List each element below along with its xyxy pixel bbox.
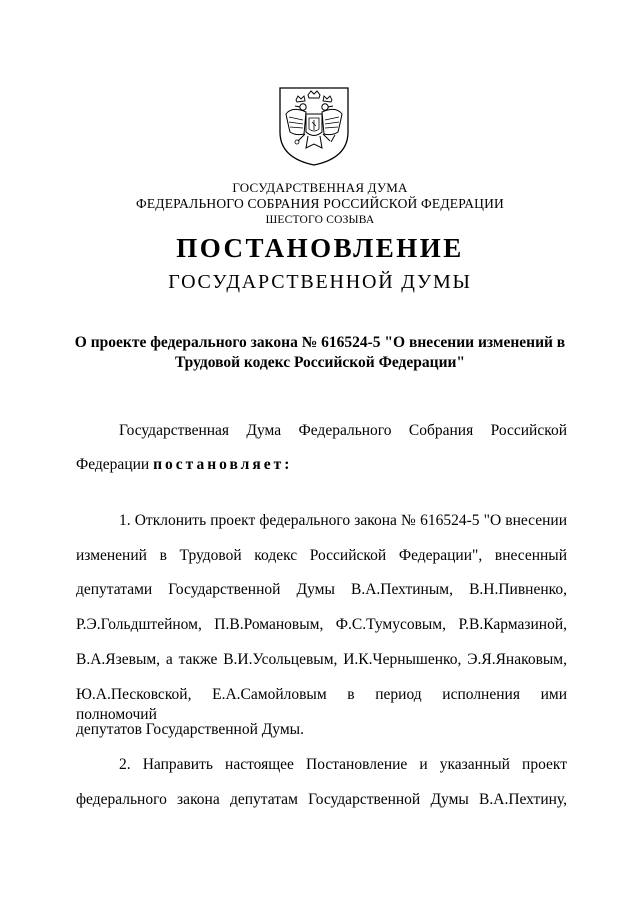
paragraph-1-line: В.А.Язевым, а также В.И.Усольцевым, И.К.Чернышенко, Э.Я.Янаковым, (76, 651, 567, 668)
document-subtitle: ГОСУДАРСТВЕННОЙ ДУМЫ (168, 271, 472, 293)
paragraph-2-line: 2. Направить настоящее Постановление и указанный проект (119, 756, 567, 773)
paragraph-1-line: изменений в Трудовой кодекс Российской Федерации", внесенный (76, 547, 567, 564)
heading-line: О проекте федерального закона № 616524-5 "О внесении изменений в (74, 334, 566, 351)
coat-of-arms-emblem (276, 84, 352, 168)
document-title: ПОСТАНОВЛЕНИЕ (176, 233, 464, 263)
intro-line: Государственная Дума Федерального Собрания Российской (119, 422, 567, 439)
paragraph-1-line: депутатов Государственной Думы. (76, 721, 304, 738)
paragraph-1-line: депутатами Государственной Думы В.А.Пехтиным, В.Н.Пивненко, (76, 581, 567, 598)
resolution-heading (60, 333, 580, 373)
intro-line (76, 455, 567, 475)
paragraph-1-line: Р.Э.Гольдштейном, П.В.Романовым, Ф.С.Тумусовым, Р.В.Кармазиной, (76, 616, 567, 633)
paragraph-1-line: 1. Отклонить проект федерального закона № 616524-5 "О внесении (119, 512, 567, 529)
organization-parent: ФЕДЕРАЛЬНОГО СОБРАНИЯ РОССИЙСКОЙ ФЕДЕРАЦИИ (136, 196, 504, 211)
heading-line: Трудовой кодекс Российской Федерации" (174, 354, 466, 371)
paragraph-2-line: федерального закона депутатам Государственной Думы В.А.Пехтину, (76, 791, 567, 808)
paragraph-1-line: Ю.А.Песковской, Е.А.Самойловым в период исполнения ими полномочий (76, 686, 567, 723)
organization-name: ГОСУДАРСТВЕННАЯ ДУМА (232, 180, 408, 195)
intro-verb: постановляет: (153, 456, 293, 473)
intro-prefix: Федерации (76, 456, 150, 473)
convocation: ШЕСТОГО СОЗЫВА (265, 214, 375, 226)
